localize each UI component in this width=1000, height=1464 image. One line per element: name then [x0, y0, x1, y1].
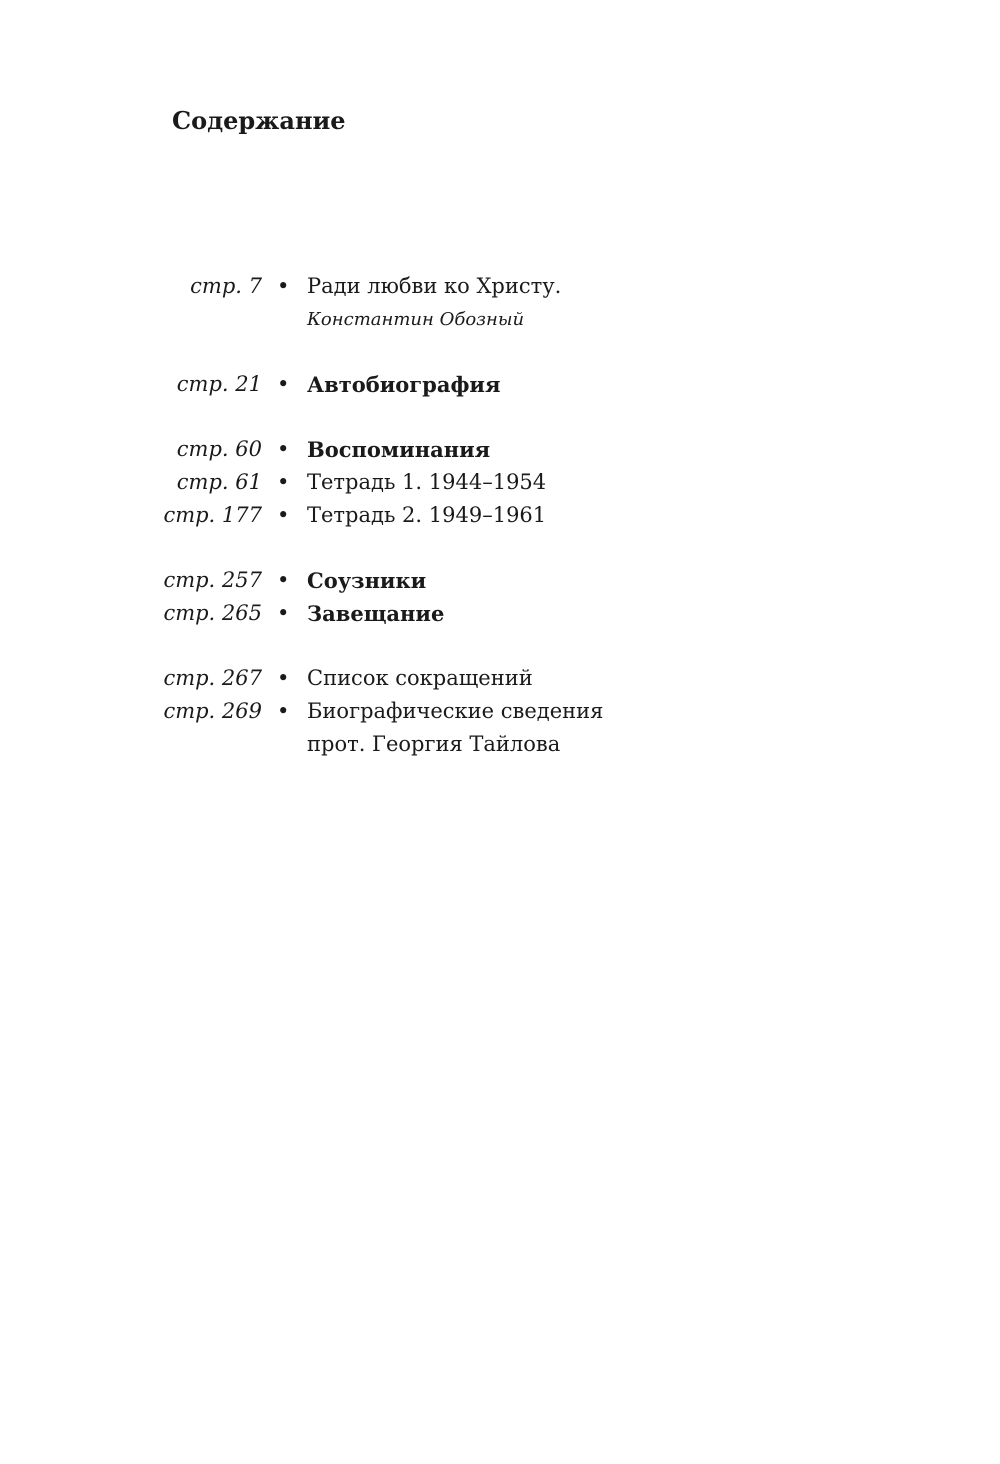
toc-entry[interactable] [0, 662, 1000, 695]
toc-entry-page: стр. 269 [163, 699, 262, 723]
toc-entry-title: Соузники [307, 568, 427, 593]
toc-entry-page: стр. 60 [176, 437, 262, 461]
bullet-icon: • [277, 470, 290, 494]
toc-entry[interactable] [0, 433, 1000, 466]
toc-group [0, 270, 1000, 336]
toc-entry-page: стр. 257 [163, 568, 262, 592]
toc-entry-title: Воспоминания [307, 437, 491, 462]
bullet-icon: • [277, 274, 290, 298]
bullet-icon: • [277, 666, 290, 690]
toc-entry-continuation: прот. Георгия Тайлова [307, 732, 561, 756]
toc-entry-author: Константин Обозный [307, 309, 525, 330]
bullet-icon: • [277, 568, 290, 592]
toc-entry-page: стр. 267 [163, 666, 262, 690]
toc-entry-author-row [0, 303, 1000, 336]
toc-entry-title: Автобиография [307, 372, 501, 397]
bullet-icon: • [277, 601, 290, 625]
bullet-icon: • [277, 503, 290, 527]
toc-entry-title: Список сокращений [307, 666, 533, 690]
toc-entry[interactable] [0, 695, 1000, 728]
page-title: Содержание [172, 106, 346, 135]
toc-entry-page: стр. 265 [163, 601, 262, 625]
toc-entry[interactable] [0, 270, 1000, 303]
toc-entry-page: стр. 7 [190, 274, 262, 298]
toc-entry[interactable] [0, 499, 1000, 532]
table-of-contents [0, 270, 1000, 793]
toc-group [0, 662, 1000, 761]
toc-entry-continuation-row [0, 728, 1000, 761]
toc-group [0, 433, 1000, 532]
toc-entry-title: Тетрадь 1. 1944–1954 [307, 470, 547, 494]
toc-entry-page: стр. 61 [176, 470, 262, 494]
toc-entry[interactable] [0, 368, 1000, 401]
toc-entry-page: стр. 177 [163, 503, 262, 527]
toc-entry[interactable] [0, 466, 1000, 499]
toc-group [0, 368, 1000, 401]
toc-entry-page: стр. 21 [176, 372, 262, 396]
bullet-icon: • [277, 372, 290, 396]
toc-entry-title: Завещание [307, 601, 445, 626]
toc-entry-title: Биографические сведения [307, 699, 604, 723]
toc-entry-title: Тетрадь 2. 1949–1961 [307, 503, 547, 527]
toc-group [0, 564, 1000, 630]
toc-entry-title: Ради любви ко Христу. [307, 274, 562, 298]
bullet-icon: • [277, 699, 290, 723]
bullet-icon: • [277, 437, 290, 461]
toc-entry[interactable] [0, 564, 1000, 597]
toc-entry[interactable] [0, 597, 1000, 630]
